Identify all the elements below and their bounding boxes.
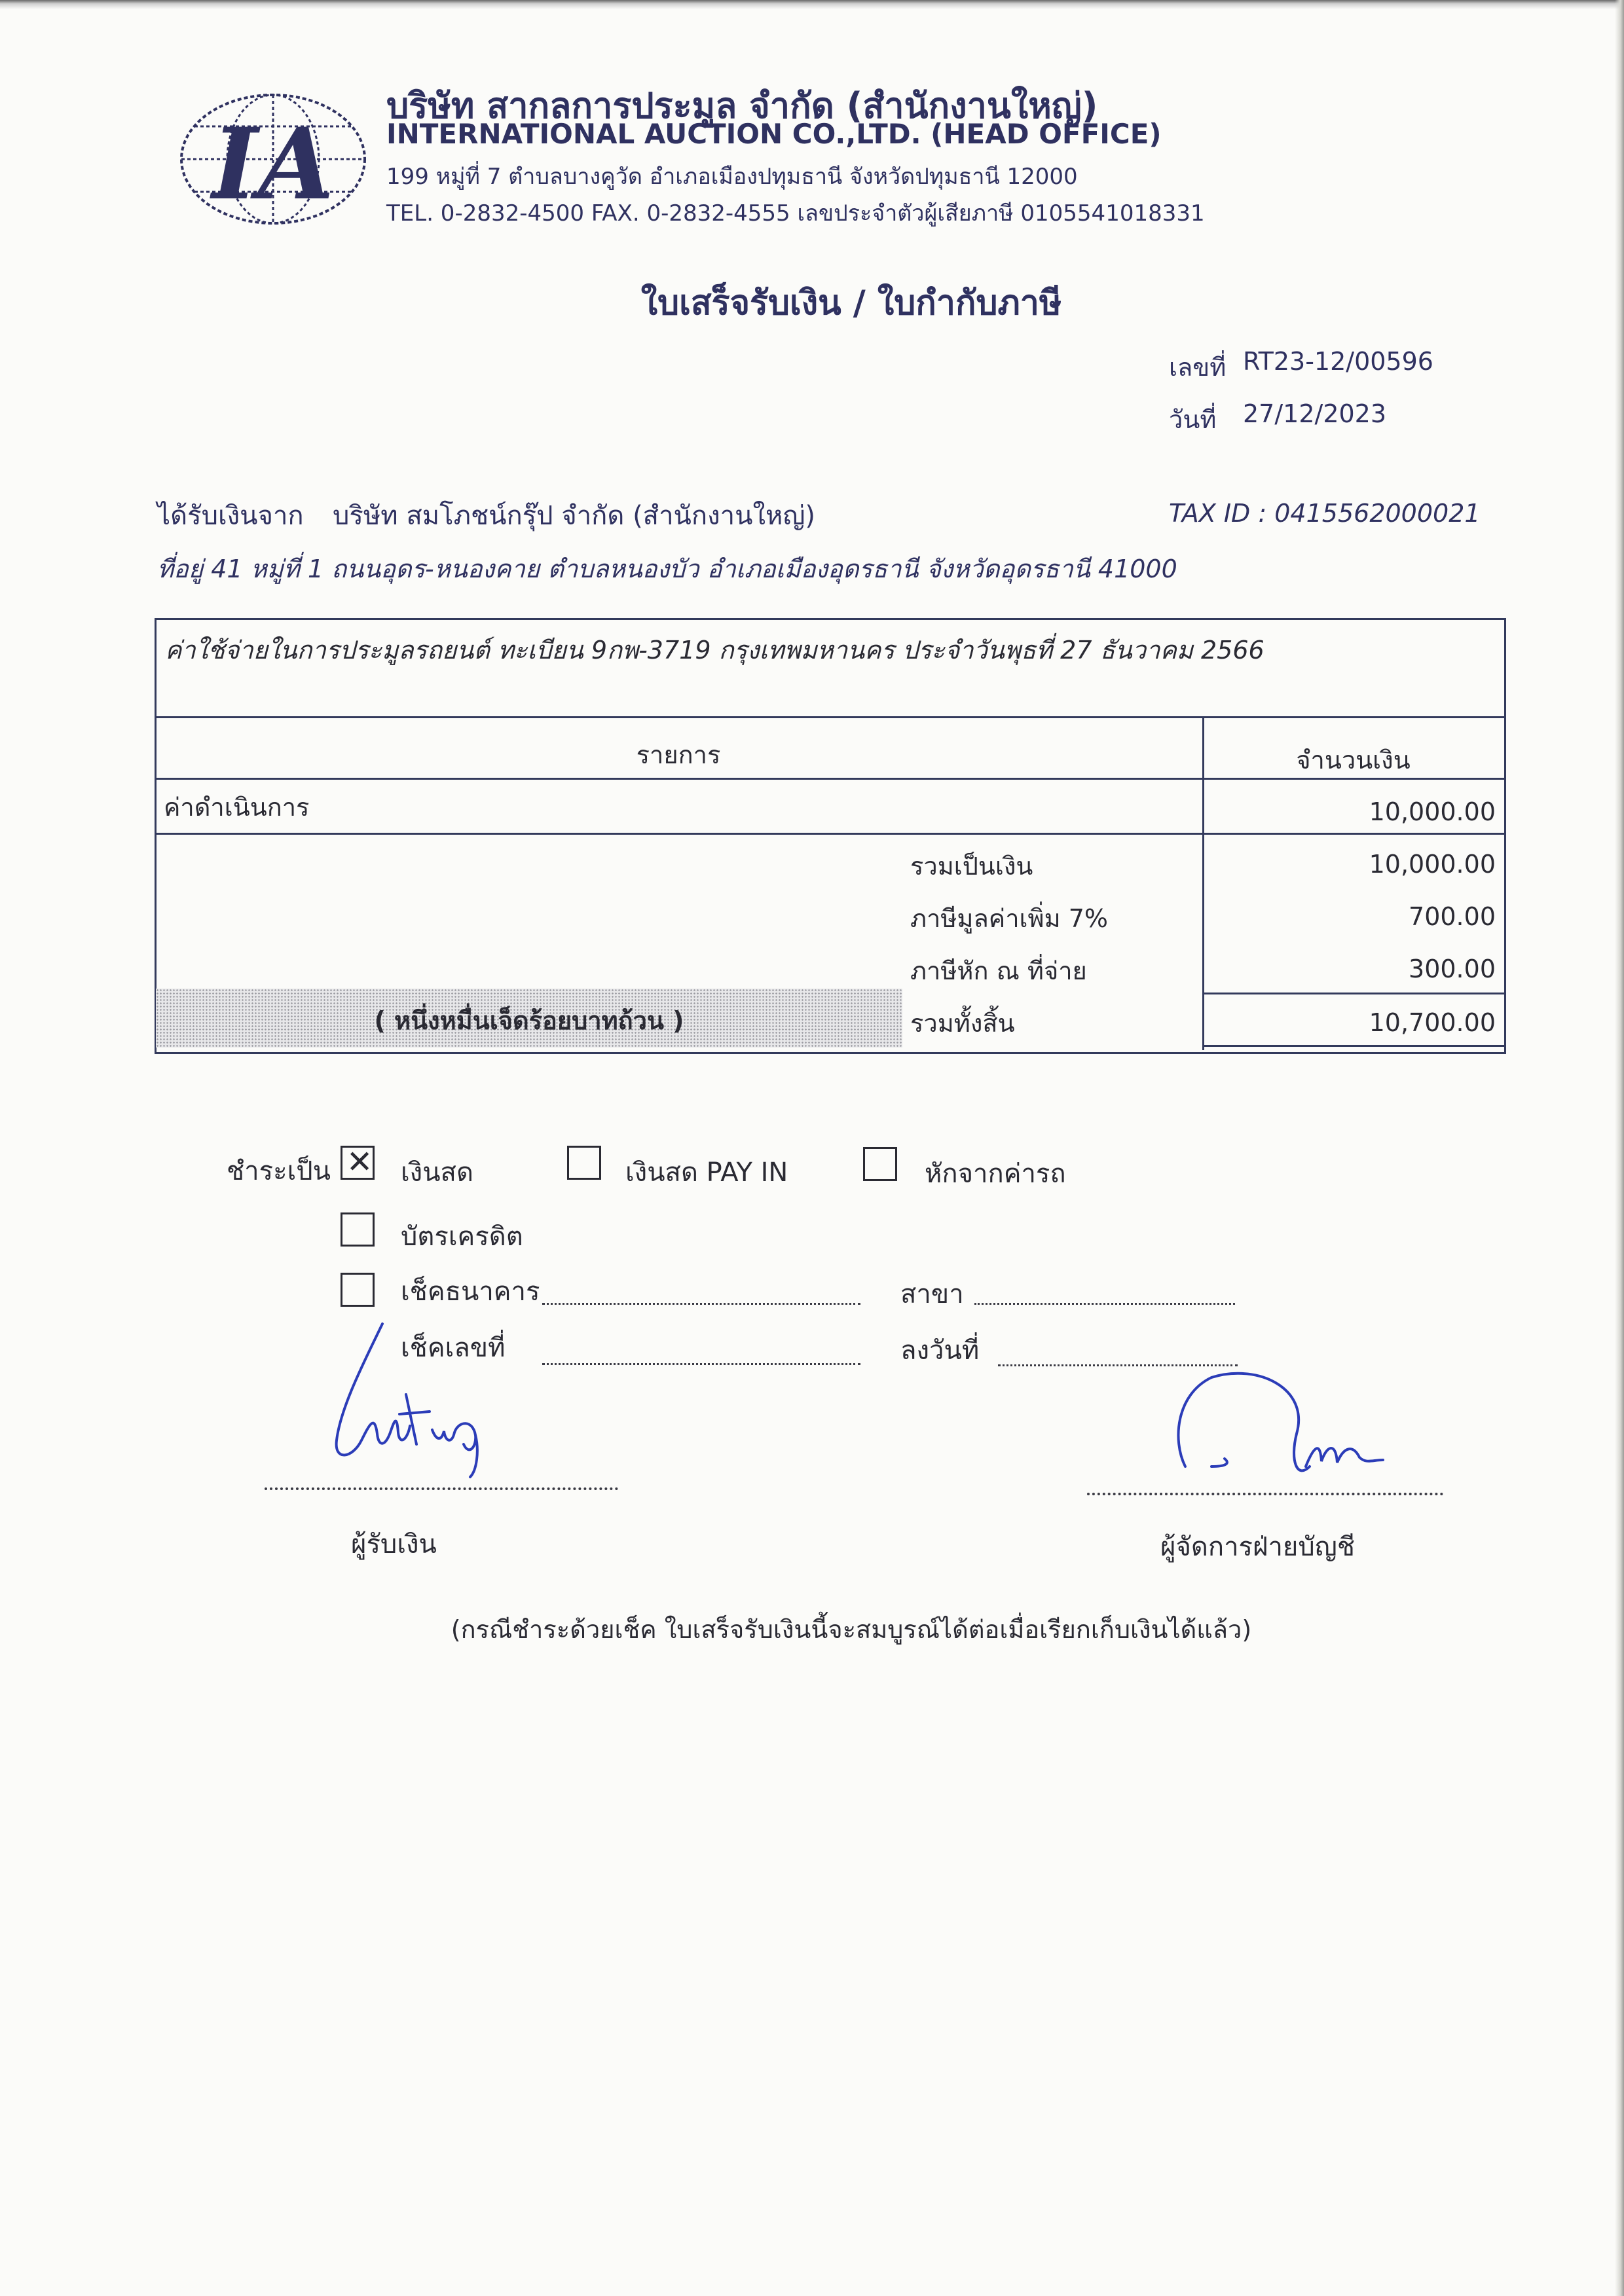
table-divider bbox=[155, 716, 1504, 718]
table-divider bbox=[155, 833, 1504, 835]
manager-signature-line bbox=[1087, 1493, 1443, 1495]
withholding-tax-amount: 300.00 bbox=[1409, 955, 1496, 983]
column-header-item: รายการ bbox=[636, 740, 721, 769]
bank-name-line[interactable] bbox=[542, 1303, 860, 1305]
doc-date: 27/12/2023 bbox=[1243, 399, 1387, 428]
doc-number-label: เลขที่ bbox=[1169, 353, 1227, 382]
item-name: ค่าดำเนินการ bbox=[164, 793, 310, 822]
item-amount: 10,000.00 bbox=[1369, 797, 1496, 826]
total-amount: 10,700.00 bbox=[1369, 1008, 1496, 1037]
doc-number: RT23-12/00596 bbox=[1243, 347, 1433, 376]
deduct-car-checkbox[interactable] bbox=[863, 1147, 897, 1181]
cheque-number-label: เช็คเลขที่ bbox=[401, 1333, 506, 1363]
check-mark-icon: ✕ bbox=[346, 1144, 373, 1180]
amount-in-words: ( หนึ่งหมื่นเจ็ดร้อยบาทถ้วน ) bbox=[374, 1006, 684, 1035]
company-contact: TEL. 0-2832-4500 FAX. 0-2832-4555 เลขประจำตัวผู้เสียภาษี 0105541018331 bbox=[386, 200, 1205, 227]
footer-note: (กรณีชำระด้วยเช็ค ใบเสร็จรับเงินนี้จะสมบูรณ์ได้ต่อเมื่อเรียกเก็บเงินได้แล้ว) bbox=[451, 1615, 1252, 1644]
receiver-signature bbox=[301, 1316, 498, 1480]
table-divider bbox=[1202, 1045, 1504, 1047]
cheque-date-label: ลงวันที่ bbox=[900, 1336, 980, 1366]
table-divider bbox=[1202, 993, 1504, 994]
received-from-label: ได้รับเงินจาก bbox=[157, 501, 304, 531]
table-description: ค่าใช้จ่ายในการประมูลรถยนต์ ทะเบียน 9กพ-3719 กรุงเทพมหานคร ประจำวันพุธที่ 27 ธันวาคม 2566 bbox=[165, 636, 1264, 665]
credit-card-checkbox[interactable] bbox=[341, 1212, 375, 1247]
scan-top-edge bbox=[0, 0, 1624, 9]
cash-checkbox[interactable] bbox=[341, 1146, 375, 1180]
branch-label: สาขา bbox=[900, 1279, 964, 1309]
deduct-car-label: หักจากค่ารถ bbox=[925, 1159, 1066, 1189]
receiver-label: ผู้รับเงิน bbox=[351, 1529, 437, 1559]
column-header-amount: จำนวนเงิน bbox=[1296, 746, 1411, 774]
withholding-tax-label: ภาษีหัก ณ ที่จ่าย bbox=[910, 957, 1087, 985]
company-address: 199 หมู่ที่ 7 ตำบลบางคูวัด อำเภอเมืองปทุมธานี จังหวัดปทุมธานี 12000 bbox=[386, 164, 1078, 190]
subtotal-label: รวมเป็นเงิน bbox=[910, 852, 1033, 881]
cash-payin-label: เงินสด PAY IN bbox=[625, 1157, 788, 1188]
cash-label: เงินสด bbox=[401, 1157, 473, 1188]
vat-label: ภาษีมูลค่าเพิ่ม 7% bbox=[910, 904, 1108, 933]
customer-name: บริษัท สมโภชน์กรุ๊ป จำกัด (สำนักงานใหญ่) bbox=[333, 501, 816, 531]
company-name-english: INTERNATIONAL AUCTION CO.,LTD. (HEAD OFFICE) bbox=[386, 118, 1162, 150]
cheque-number-line[interactable] bbox=[542, 1363, 860, 1365]
customer-tax-id: TAX ID : 0415562000021 bbox=[1169, 499, 1481, 528]
manager-label: ผู้จัดการฝ่ายบัญชี bbox=[1160, 1532, 1355, 1562]
bank-cheque-label: เช็คธนาคาร bbox=[401, 1277, 540, 1307]
vat-amount: 700.00 bbox=[1409, 902, 1496, 931]
cash-payin-checkbox[interactable] bbox=[567, 1146, 601, 1180]
payment-method-label: ชำระเป็น bbox=[227, 1156, 331, 1186]
doc-date-label: วันที่ bbox=[1169, 405, 1217, 434]
bank-cheque-checkbox[interactable] bbox=[341, 1273, 375, 1307]
company-name-thai: บริษัท สากลการประมูล จำกัด (สำนักงานใหญ่) bbox=[386, 85, 1098, 126]
customer-address: ที่อยู่ 41 หมู่ที่ 1 ถนนอุดร-หนองคาย ตำบลหนองบัว อำเภอเมืองอุดรธานี จังหวัดอุดรธานี 41000 bbox=[157, 555, 1177, 583]
total-label: รวมทั้งสิ้น bbox=[910, 1009, 1015, 1038]
company-logo bbox=[178, 90, 368, 228]
receiver-signature-line bbox=[265, 1487, 618, 1490]
manager-signature bbox=[1159, 1368, 1395, 1493]
branch-line[interactable] bbox=[974, 1303, 1235, 1305]
cheque-date-line[interactable] bbox=[998, 1364, 1238, 1366]
credit-card-label: บัตรเครดิต bbox=[401, 1222, 523, 1252]
subtotal-amount: 10,000.00 bbox=[1369, 850, 1496, 879]
document-title: ใบเสร็จรับเงิน / ใบกำกับภาษี bbox=[640, 283, 1062, 323]
scan-right-edge bbox=[1615, 0, 1624, 2296]
logo-text: IA bbox=[212, 107, 335, 222]
